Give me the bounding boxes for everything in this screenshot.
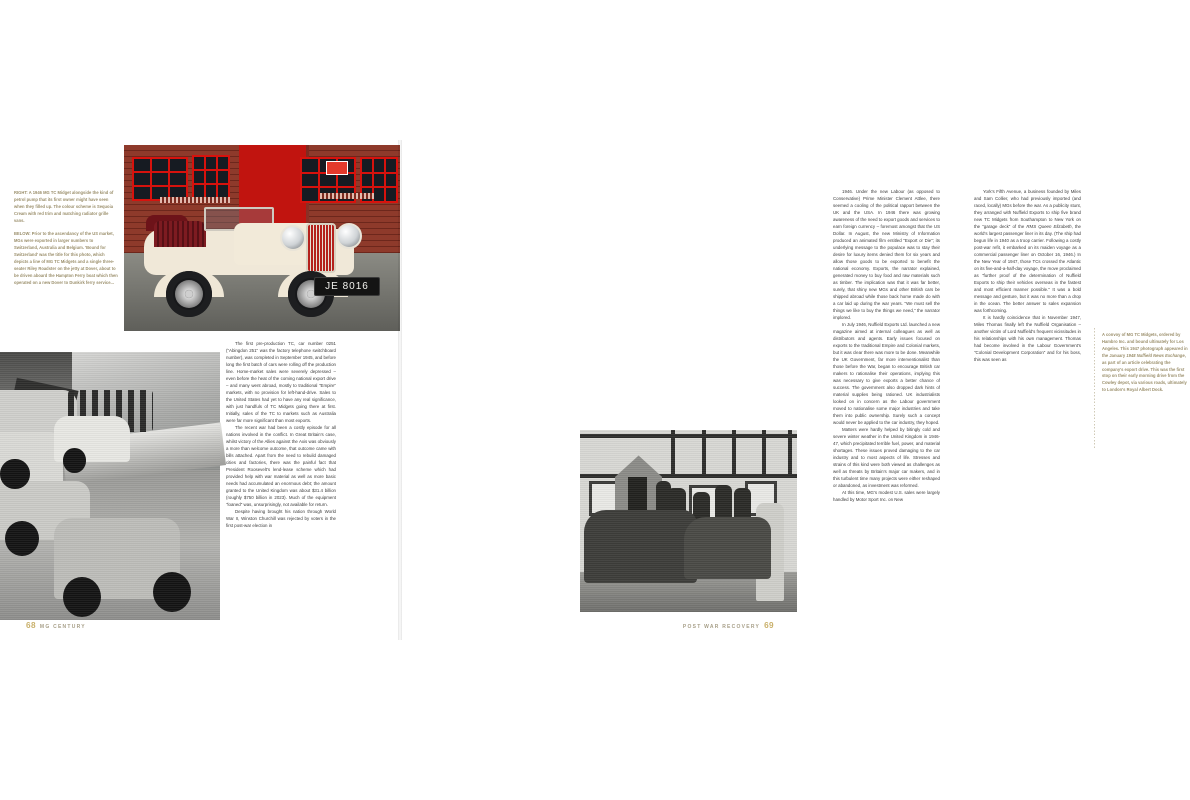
page-number: 68 — [26, 621, 36, 630]
paragraph: 1946. Under the new Labour (as opposed to Conservative) Prime Minister Clement Attlee, there seemed a cooling of the political rapport between the UK and the USA. In 1946 there was growing awareness of the need to export goods and services to earn foreign currency – foremost amongst that the US Dollar. In August, the new Ministry of Information produced an animated film entitled "Export or Die"; its underlying message to the populace was to stay their desire for luxury items denied them for six years and allow those goods to be exported to benefit the national economy. Exports, the narrator explained, generated money to buy food and raw materials such as timber. The implication was that it was far better, surely, that shiny new MGs and other British cars be shipped abroad while those back home made do with a car laid up during the war years. "We must sell the things we like to buy the things we need," the narrator implored. — [833, 189, 940, 320]
left-page — [0, 140, 400, 640]
caption-part-2: , as part of an article celebrating the company's export drive. This was the first stop on their early morning drive from the Cowley depot, via various roads, ultimately to London's Royal Albert Dock. — [1102, 352, 1187, 393]
book-title: MG CENTURY — [39, 624, 86, 630]
paragraph: The recent war had been a costly episode for all nations involved in the conflict. In Great Britain's case, whilst victory of the Allies against the Axis was obviously a more than welcome outcome, that outcome came with bills attached. Apart from the need to rebuild damaged cities and factories, there was the painful fact that President Roosevelt's lend-lease scheme which had provided help with war material as well as more basic needs had accumulated an enormous debt; the amount granted to the United Kingdom was about $31.4 billion (roughly $750 billion in 2023). Much of the equipment "loaned" was, unsurprisingly, not available for return. — [226, 425, 336, 507]
caption-text — [1102, 332, 1190, 394]
paragraph: It is hardly coincidence that in November 1947, Miles Thomas finally left the Nuffield Organisation – another victim of Lord Nuffield's frequent vicissitudes in his relationships with his own management. Thomas had become involved in the Labour Government's "Colonial Development Corporation" and for his boss, this was seen as — [974, 315, 1081, 362]
window-pane-group — [132, 157, 188, 201]
left-photo-captions — [14, 190, 118, 293]
paragraph-text: , the world's largest passenger liner in its day. (The ship had begun life in 1940 as a troop carrier. Following a costly post-war refit, it embarked on its maiden voyage as a commercial passenger liner on October 16, 1946.) In the New Year of 1947, those TCs crossed the Atlantic on its five-and-a-half-day voyage, the move proclaimed as "further proof of the determination of Nuffield Exports to ship their vehicles overseas in the fastest and most efficient manner possible." It was a bold message and gesture, but it was no more than a drop in the ocean. The better answer to sales expansion was forthcoming. — [974, 224, 1081, 313]
paragraph: Matters were hardly helped by bitingly cold and severe winter weather in the United Kingdom in 1946-47, which precipitated terrible fuel, power, and material shortages. These issues proved damaging to the car industry and to most aspects of life. Stresses and strains of this kind were both viewed as challenges as well as threats by Britain's major car makers, and in this turbulent time many projects were either reshaped or abandoned, as investment was reformed. — [833, 427, 940, 488]
mg-tc-midget-colour-photo — [124, 145, 404, 331]
tudor-pub-mg-convoy-photo — [580, 430, 797, 612]
paragraph-text: York's Fifth Avenue, a business founded by Miles and Sam Collier, who had previously imported (and raced, locally) MGs before the war. As a publicity stunt, they arranged with Nuffield Exports to ship five brand new TC Midgets from Southampton to New York on the "garage deck" of the — [974, 189, 1081, 229]
body-column-1 — [226, 340, 336, 529]
caption-right-photo: RIGHT: A 1946 MG TC Midget alongside the kind of petrol pump that its first owner might have seen when they filled up. The colour scheme is Sequoia Cream with red trim and matching radiator grille vans. — [14, 190, 114, 223]
car-headlamp — [280, 225, 306, 251]
magazine-name-italic: 1948 Nuffield News Exchange — [1126, 352, 1185, 358]
paragraph — [974, 188, 1081, 314]
car-number-plate: JE 8016 — [314, 277, 380, 296]
paragraph: At this time, MG's modest U.S. sales were largely handled by Motor Sport Inc. on New — [833, 490, 940, 502]
caption-rule — [1094, 328, 1095, 448]
caption-below-photo: BELOW: Prior to the ascendancy of the US market, MGs were exported in larger numbers to Switzerland, Australia and Belgium. 'Bound for Switzerland' was the title for this photo, which depicts a line of MG TC Midgets and a single three-seater Riley Roadster on the jetty at Dover, about to be driven aboard the Hampton Ferry boat which then operated on a new Dover to Dunkirk ferry service... — [14, 231, 118, 285]
car-red-seat — [154, 221, 206, 247]
car-rear-wheel — [166, 271, 212, 317]
ship-name-italic: RMS Queen Elizabeth — [1026, 224, 1072, 229]
body-column-3 — [974, 188, 1081, 363]
book-spread — [0, 140, 1188, 640]
photo-grain — [580, 430, 797, 612]
photo-grain — [0, 352, 220, 620]
paragraph: The first pre-production TC, car number 0251 ("Abingdon 251" was the factory telephone switchboard number), was completed in September 1945, and before long the first batch of cars were rolling off the production line. Home-market sales were severely depressed – even before the heat of the coming national export drive – and many went abroad, mostly to traditional "Empire" markets, with no provision for left-hand-drive. Sales to the United States had yet to have any real significance, with just handfuls of TC Midgets going there at first. Initially, sales of the TC to markets such as Australia were far more significant than most exports. — [226, 341, 336, 423]
right-page-folio — [683, 621, 774, 630]
right-page — [400, 140, 1188, 640]
wall-vent — [160, 197, 230, 203]
caption-part-1: A convoy of MG TC Midgets, ordered by Hambro Inc. and bound ultimately for Los Angeles. This 1947 photograph appeared in the January — [1102, 332, 1188, 358]
window-pane-group — [192, 155, 230, 199]
book-gutter — [398, 140, 402, 640]
chapter-title: POST WAR RECOVERY — [682, 624, 761, 630]
body-column-2 — [833, 188, 940, 503]
paragraph: Despite having brought his nation through World War II, Winston Churchill was rejected by voters in the first post-war election in — [226, 509, 336, 528]
wall-vent — [320, 193, 374, 199]
mg-tc-car — [138, 207, 390, 317]
car-radiator-grille — [306, 223, 336, 273]
page-number: 69 — [764, 621, 774, 630]
wall-sign — [326, 161, 348, 175]
left-page-folio — [26, 621, 86, 630]
dover-jetty-mg-convoy-photo — [0, 352, 220, 620]
car-headlamp — [336, 223, 362, 249]
right-photo-caption — [1102, 332, 1190, 401]
paragraph: In July 1946, Nuffield Exports Ltd. launched a new magazine aimed at internal colleagues as well as distributors and agents. Early issues focused on exports to the traditional Empire and Colonial markets, but it was clear there was more to be done. Meanwhile the UK Government, far more interventionalist than those before the War, began to encourage British car makers to rationalise their operations, implying this was necessary to give exports a better chance of success. The government also dropped dark hints of material supplies being rationed. UK industrialists looked on in concern as the Labour government moved to nationalise some major industries and take them into public ownership. Surely such a concept would never be applied to the car industry, they hoped. — [833, 322, 940, 425]
